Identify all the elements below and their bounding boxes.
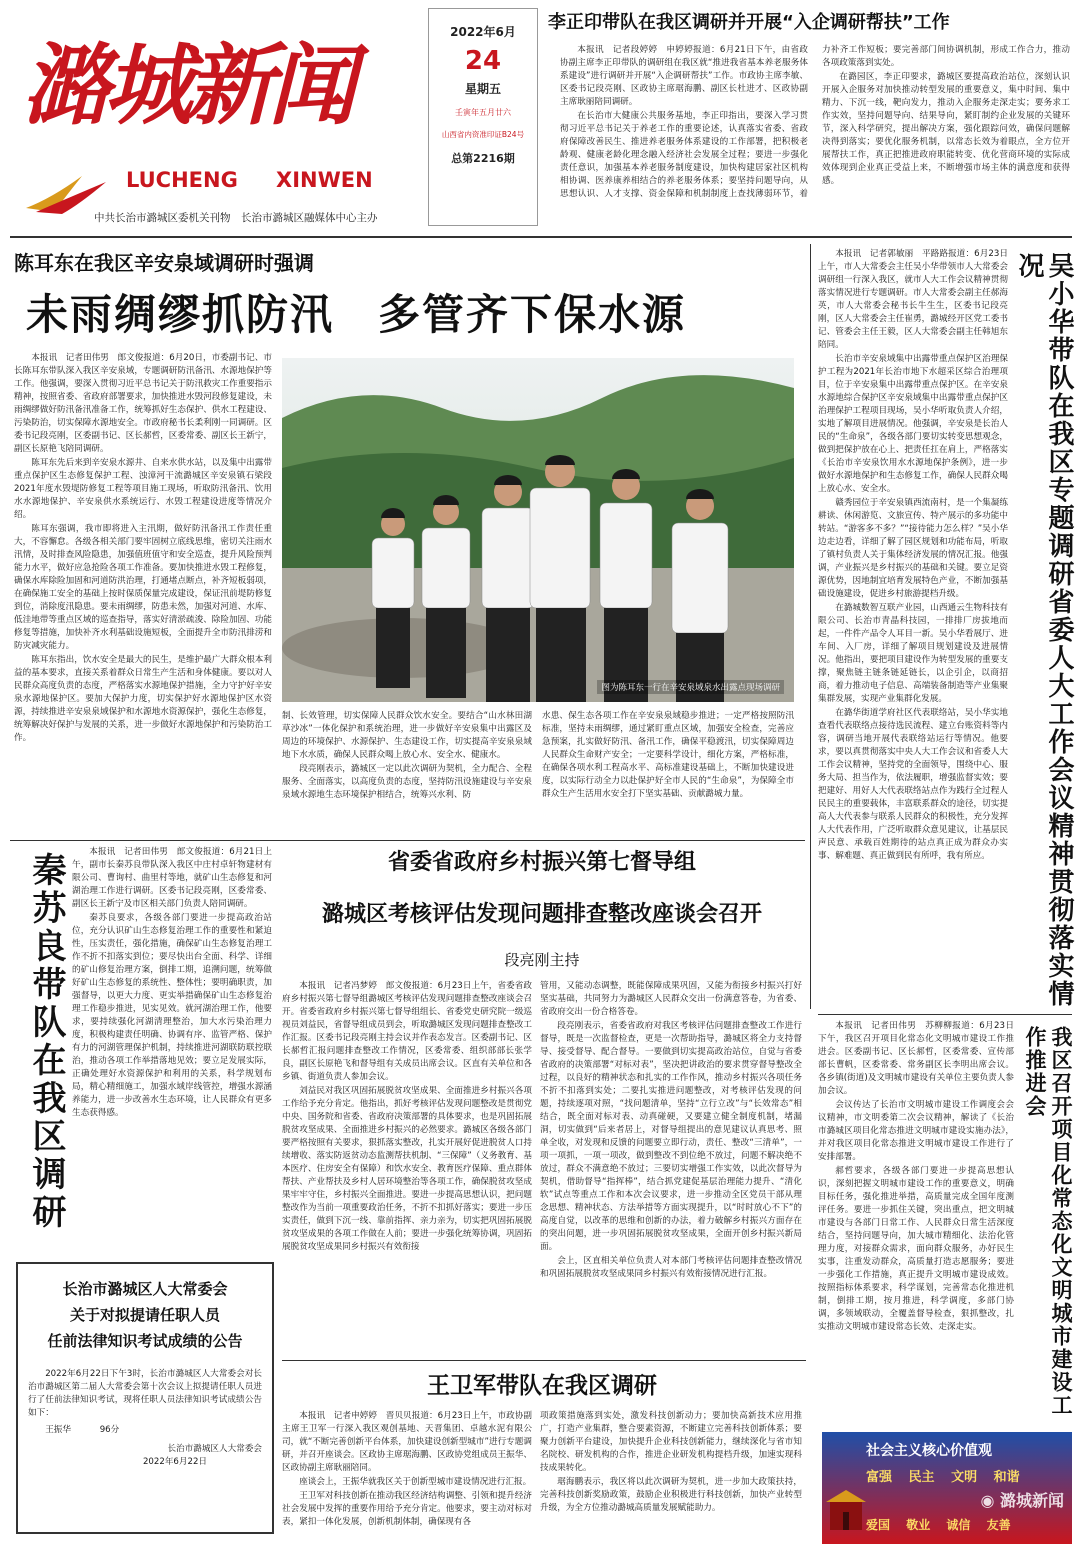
story5-c1-p2: 座谈会上，王振华就我区关于创新型城市建设情况进行汇报。 bbox=[299, 1477, 532, 1487]
masthead-pinyin-right: XINWEN bbox=[276, 168, 373, 192]
story2-title: 秦苏良带队在我区调研 bbox=[26, 852, 66, 1232]
lead-story-headline: 未雨绸缪抓防汛 多管齐下保水源 bbox=[26, 290, 687, 339]
notice-body: 2022年6月22日下午3时，长治市潞城区人大常委会对长治市潞城区第二届人大常委会第十次会议上拟提请任职人员进行了任前法律知识考试，现将任职人员法律知识考试成绩公告如下： bbox=[28, 1369, 262, 1418]
masthead-title: 潞城新闻 bbox=[22, 33, 351, 137]
story3-subhead: 段亮刚主持 bbox=[504, 951, 580, 969]
top-story-p1: 本报讯 记者段婷婷 申婷婷报道：6月21日下午，由省政协副主席李正印带队的调研组在我区就“推进我省基本养老服务体系建设”进行调研并开展“入企调研帮扶”工作。市政协主席李敏、区委书记段亮刚、区政协主席琚海鹏、副区长杜进才、区政协副主席耿丽陪同调研。 bbox=[560, 45, 808, 107]
right-story-p5: 在潞华街道学府社区代表联络站，吴小华实地查看代表联络点接待选民流程、建立台账资料等内容，调研当地开展代表联络站运行等情况。他要求，要以真贯彻落实中央人大工作会议和省委人大工作会议精神，坚持党的全面领导，围绕中心、服务大局、担当作为，依法履职，增强监督实效；要把建好、用好人大代表联络站点作为践行全过程人民民主的重要载体，丰富联系群众的途径，切实提高人大代表参与联系人民群众的积极性，充分发挥人大代表作用，广泛听取群众意见建议，让基层民声民意、承载百姓期待的站点真正成为群众办实事、解难题、真正做到民有所呼，我有所应。 bbox=[818, 708, 1008, 861]
masthead-sponsor: 中共长治市潞城区委机关刊物 长治市潞城区融媒体中心主办 bbox=[94, 212, 378, 224]
lead-story-body-c1 bbox=[282, 710, 532, 832]
story5-c2-p2: 琚海鹏表示，我区将以此次调研为契机，进一步加大政策扶持，完善科技创新奖励政策，鼓励企业积极进行科技创新，加快产业转型升级，为全方位推动潞城高质量发展赋能助力。 bbox=[540, 1477, 802, 1513]
masthead bbox=[14, 8, 424, 233]
brand-logo-icon bbox=[22, 168, 110, 216]
right-story-p4: 在潞城数智互联产业园，山西通云生物科技有限公司、长治市青晶科技园，一排排厂房拔地而起，一件件产品令人耳目一新。吴小华看展厅、进车间、入厂房，详细了解项目规划建设及进展情况。他指出，要把项目建设作为转型发展的重要支撑，聚焦链主链条链延链长，以企引企，以商招商，着力推动电子信息、高端装备制造等产业集聚集群发展，实现产业集群化发展。 bbox=[818, 603, 1008, 704]
story3-c2-p2: 段亮刚表示，省委省政府对我区考核评估问题排查整改工作进行督导，既是一次监督检查，更是一次帮助指导，潞城区将全力支持督导、接受督导、配合督导。一要做到切实提高政治站位，自觉与省委省政府的决策部署“对标对表”，坚决把讲政治的要求贯穿督导整改全过程，以良好的精神状态和扎实的工作作风，推动乡村振兴各项任务不折不扣落到实处；二要扎实推进问题整改，对考核评估发现的问题，持续逐项对照，“找问题清单，坚持“立行立改”与“长效常态”相结合，既全面对标对表、动真碰硬，又要建立健全制度机制，堵漏洞，切实做到“后来者居上，对督导组提出的意见建议认真思考、照单全收，对发现和反馈的问题要立即行动，责任、整改“三清单”，一项一项抓，一项一项改，做到整改不到位绝不放过，问题不解决绝不放过，群众不满意绝不放过；三要切实增强工作实效，以此次督导为契机，借助督导“指挥棒”，结合抓党建促基层治理能力提升、“清化软”试点等重点工作和本次会议要求，进一步推动全区党员干部从理念思想、精神状态、方法举措等方面实现提升，以“时时放心不下”的高度自觉，以改革的思维和创新的办法，着力破解乡村振兴方面存在的突出问题，进一步巩固拓展脱贫攻坚成果，全面开创乡村振兴新局面。 bbox=[540, 1021, 802, 1252]
tiananmen-icon bbox=[826, 1472, 866, 1532]
photo-scene-icon bbox=[282, 358, 794, 702]
story5-body-c1 bbox=[282, 1410, 532, 1548]
divider bbox=[810, 244, 811, 1009]
lead-story-kicker: 陈耳东在我区辛安泉域调研时强调 bbox=[14, 251, 314, 275]
story4-p3: 郝哲要求，各级各部门要进一步提高思想认识，深刻把握文明城市建设工作的重要意义，明确目标任务，强化推进举措，高质量完成全国年度测评任务。要进一步抓住关键，突出重点，把文明城市建设与各部门日常工作、人民群众日常生活深度结合，坚持问题导向，加大城市精细化、法治化管理力度，对接群众需求，面向群众服务，办好民生实事，注重发动群众，高质量打造志愿服务；要进一步强化工作措施，真正提升文明城市建设成效。按照指标体系要求，科学谋划，完善常态化推进机制，倒排工期，按月推进，科学调度，多部门协调，多领域联动，全覆盖督导检查，狠抓整改，扎实推动文明城市建设常态长效、走深走实。 bbox=[818, 1166, 1014, 1332]
banner-values-row-1 bbox=[866, 1466, 1020, 1485]
banner-values-row-2 bbox=[866, 1516, 1011, 1533]
date-issue: 总第2216期 bbox=[451, 152, 515, 165]
date-line: 2022年6月 bbox=[450, 25, 516, 39]
masthead-pinyin-left: LUCHENG bbox=[126, 168, 238, 192]
banner-value: 文明 bbox=[951, 1470, 978, 1485]
story3-c1-p1: 本报讯 记者冯梦婷 郎文俊报道：6月23日上午，省委省政府乡村振兴第七督导组潞城区考核评估发现问题排查整改座谈会召开。省委省政府乡村振兴第七督导组组长、省委党史研究院一级巡视员刘益民，省督导组成员到会，听取潞城区发现问题排查整改工作汇报。区委书记段亮刚主持会议并作表态发言。区委副书记、区长郝哲汇报问题排查整改工作情况，区委常委、组织部部长张学良，副区长原艳飞和督导组有关成员出席会议。区直有关单位和各乡镇、街道负责人参加会议。 bbox=[282, 981, 532, 1082]
story4-title: 我区召开项目化常态化文明城市建设工作推进会 bbox=[1023, 1026, 1073, 1417]
notice-date: 2022年6月22日 bbox=[142, 1457, 208, 1467]
notice-title-2: 关于对拟提请任职人员 bbox=[69, 1306, 220, 1324]
wechat-icon: ◉ bbox=[980, 1491, 1000, 1510]
top-story-headline: 李正印带队在我区调研并开展“入企调研帮扶”工作 bbox=[548, 12, 950, 33]
story3-body-c2 bbox=[540, 980, 802, 1352]
lead-story-c1-p2: 段亮刚表示，潞城区一定以此次调研为契机，全力配合、全程服务、全面落实，以高度负责的态度，坚持防汛设施建设与辛安泉泉域水源地生态环境保护相结合，统筹兴水利、防 bbox=[282, 764, 532, 800]
right-story-body bbox=[818, 248, 1008, 1004]
notice-box bbox=[16, 1262, 274, 1534]
story5-c1-p3: 王卫军对科技创新在推动我区经济结构调整、引领和提升经济社会发展中发挥的重要作用给予充分肯定。他要求，要主动对标对表，紧扣一体化发展，创新机制体制，确保现有各 bbox=[282, 1491, 532, 1527]
story4-p2: 会议传达了长治市文明城市建设工作调度会会议精神，市文明委第二次会议精神，解读了《长治市潞城区项目化常态推进文明城市建设实施办法》，并对我区项目化常态推进文明城市建设工作进行了安排部署。 bbox=[818, 1100, 1014, 1162]
story5-headline: 王卫军带队在我区调研 bbox=[427, 1373, 657, 1399]
date-cn-number: 山西省内资准印证B24号 bbox=[441, 130, 525, 139]
story3-headline-1: 省委省政府乡村振兴第七督导组 bbox=[387, 850, 696, 875]
date-lunar: 壬寅年五月廿六 bbox=[455, 108, 511, 117]
lead-story-photo bbox=[282, 358, 794, 702]
watermark bbox=[980, 1488, 1064, 1511]
photo-caption: 图为陈耳东一行在辛安泉域泉水出露点现场调研 bbox=[597, 680, 784, 694]
story5-c2-p1: 项政策措施落到实处，激发科技创新动力；要加快高新技术应用推广，打造产业集群，整合要素资源，不断建立完善科技创新体系；要聚力创新平台建设，加快提升企业科技创新能力，继续深化与省市知名院校、研发机构的合作，推进企业研发机构提档升级，加速实现科技成果转化。 bbox=[540, 1411, 802, 1473]
notice-title-3: 任前法律知识考试成绩的公告 bbox=[47, 1332, 243, 1350]
notice-score: 96分 bbox=[99, 1425, 120, 1435]
story2-p1: 本报讯 记者田伟男 郎文俊报道：6月21日上午，副市长秦苏良带队深入我区中庄村卓轩物建材有限公司、曹询村、曲里村等地，就矿山生态修复和河湖治理工作进行调研。区委书记段亮刚，区委常委、副区长王新宁及市区相关部门负责人陪同调研。 bbox=[72, 847, 272, 909]
banner-value: 爱国 bbox=[866, 1518, 891, 1532]
lead-story-p2: 陈耳东先后来到辛安泉水源井、自来水供水站，以及集中出露带重点保护区生态修复保护工程、浊漳河干流潞城区辛安泉镇石梁段2021年度水毁堤防修复工程等项目施工现场，听取防汛备汛、饮用水水源地保护、辛安泉供水系统运行、水毁工程建设进度等情况介绍。 bbox=[14, 458, 272, 520]
story5-body-c2 bbox=[540, 1410, 802, 1548]
notice-examinee-row bbox=[28, 1424, 262, 1437]
divider bbox=[818, 1014, 1072, 1015]
story4-p1: 本报讯 记者田伟男 苏柳柳报道：6月23日下午，我区召开项目化常态化文明城市建设工作推进会。区委副书记、区长郝哲，区委常委、宣传部部长曹帆，区委常委、常务副区长李明出席会议。各乡镇(街道)及文明城市建设有关单位主要负责人参加会议。 bbox=[818, 1021, 1014, 1096]
notice-issuer: 长治市潞城区人大常委会 bbox=[167, 1444, 262, 1454]
story5-c1-p1: 本报讯 记者申婷婷 晋贝贝报道：6月23日上午，市政协副主席王卫军一行深入我区观创基地、天晋集团、卓越水泥有限公司，就“不断完善创新平台体系，加快建设创新型城市”进行专题调研，并召开座谈会。区政协主席琚海鹏、区政协党组成员王振华、区政协副主席耿丽陪同。 bbox=[282, 1411, 532, 1473]
notice-title-1: 长治市潞城区人大常委会 bbox=[62, 1280, 228, 1298]
banner-value: 和谐 bbox=[993, 1470, 1020, 1485]
right-story-p2: 长治市辛安泉域集中出露带重点保护区治理保护工程为2021年长治市地下水超采区综合治理项目，位于辛安泉集中出露带重点保护区。在辛安泉水源地综合保护区辛安泉域集中出露带重点保护区治理保护工程项目现场，吴小华听取负责人介绍，实地了解项目进展情况。他强调，辛安泉是长治人民的“生命泉”，各级各部门要切实转变思想观念，做到把保护放在心上、把责任扛在肩上，严格落实《长治市辛安泉饮用水水源地保护条例》，进一步做好水源地保护和生态修复工作，确保人民群众喝上放心水、安全水。 bbox=[818, 354, 1008, 494]
lead-story-p4: 陈耳东指出，饮水安全是最大的民生，是维护最广大群众根本利益的基本要求，直接关系着群众日常生产生活和身体健康。要以对人民群众高度负责的态度，严格落实水源地保护措施，全力守护好辛安泉水源地保护区。要加大保护力度，切实保护好水源地保护区水资源，持续推进辛安泉泉域保护和水源地水资源保护，强化生态修复，统筹解决好保护与发展的关系，进一步做好水源地保护和污染防治工作。 bbox=[14, 655, 272, 743]
story3-body-c1 bbox=[282, 980, 532, 1352]
right-story-p3: 赣秀园位于辛安泉镇西流南村，是一个集凝练耕读、休闲游览、文旅宣传、特产展示的多功能中转站。“游客多不多？”“接待能力怎么样？”吴小华边走边看，详细了解了园区规划和功能布局，听取了镇村负责人关于集体经济发展的情况汇报。他强调，产业振兴是乡村振兴的基础和关键。要立足资源优势，因地制宜培育发展特色产业，不断加强基础设施建设，促进乡村旅游提档升级。 bbox=[818, 498, 1008, 599]
top-story-p3: 在潞园区，李正印要求，潞城区要提高政治站位，深刻认识开展入企服务对加快推动转型发展的重要意义，集中时间、集中精力、下沉一线，靶向发力，推动入企服务走深走实；要务求工作实效，坚持问题导向、结果导向，紧盯制约企业发展的关键环节，深入科学研究，提出解决方案，强化跟踪问效，确保问题解决得到落实；要优化服务机制，以常态长效为着眼点，全方位开展帮扶工作，真正把推进政府职能转变、优化营商环境的实际成效体现到企业真正受益上来，不断增强市场主体的满意度和获得感。 bbox=[822, 72, 1070, 186]
banner-value: 敬业 bbox=[906, 1518, 931, 1532]
right-story-p1: 本报讯 记者郭敏丽 平路路报道：6月23日上午，市人大常委会主任吴小华带领市人大常委会调研组一行深入我区，就市人大工作会议精神贯彻落实情况进行专题调研。市人大常委会副主任郝海英，市人大常委会秘书长牛生生，区委书记段亮刚，区人大常委会主任崔勇，潞城经开区党工委书记、管委会主任王毅，区人大常委会副主任韩旭东陪同。 bbox=[818, 249, 1008, 350]
core-values-banner bbox=[822, 1432, 1072, 1544]
top-story-p2: 在长治市大健康公共服务基地，李正印指出，要深入学习贯彻习近平总书记关于养老工作的重要论述，认真落实省委、省政府保障改善民生、推进养老服务体系建设的工作部署，把积极老龄观、健康老龄化理念融入经济社会发展全过程；要进一步强化责任意识，加强基本养老服务制度建设，加快构建居家社区机构相协调、医养康养相结合的养老服务体系；要坚持问题导向，从思想认识、人才支撑、资金保障和机制制度上查找薄弱环节，着力补齐工作短板；要完善部门间协调机制，形成工作合力，推动各项政策落到实处。 bbox=[560, 45, 1070, 199]
lead-story-body-c2 bbox=[542, 710, 794, 832]
story3-c2-p1: 管用，又能动态调整，既能保障成果巩固，又能为衔接乡村振兴打好坚实基础，共同努力为潞城区人民群众交出一份满意答卷，为省委、省政府交出一份合格答卷。 bbox=[540, 981, 802, 1017]
watermark-text: 潞城新闻 bbox=[999, 1491, 1064, 1510]
banner-value: 诚信 bbox=[946, 1518, 971, 1532]
lead-story-p3: 陈耳东强调，我市即将进入主汛期，做好防汛备汛工作责任重大，不容懈怠。各级各相关部门要牢固树立底线思维，密切关注雨水汛情，及时排查风险隐患，加强值班值守和安全巡查，提升风险预判能力水平，做好应急抢险各项工作准备。要加快推进水毁工程修复，确保水库除险加固和河道防洪治理，打通堵点断点，补齐短板弱项，在确保施工安全的基础上按时保质保量完成建设，保证汛前堤防修复到位，消除度汛隐患。要未雨绸缪，防患未然，加强对河道、水库、低洼地带等重点区域的巡查指导，落实好清淤疏浚、除险加固、功能修复等措施，加快补齐水利基础设施短板，全面提升全市防汛排涝和防灾减灾能力。 bbox=[14, 524, 272, 651]
story4-body bbox=[818, 1020, 1014, 1422]
story3-c2-p3: 会上，区直相关单位负责人对本部门考核评估问题排查整改情况和巩固拓展脱贫攻坚成果同乡村振兴有效衔接情况进行汇报。 bbox=[540, 1256, 802, 1279]
story2-body bbox=[72, 846, 272, 1230]
lead-story-c2-p1: 水患、保生态各项工作在辛安泉泉域稳步推进；一定严格按照防汛标准，坚持未雨绸缪，通过紧盯重点区域，加强安全检查，完善应急预案，扎实做好防汛、备汛工作，确保平稳渡汛，切实保障周边人民群众生命财产安全；一定要科学设计，细化方案，严格标准，在确保各项水利工程高水平、高标准建设基础上，不断加快建设进度，以实际行动全力以赴保护好全市人民的“生命泉”，为保障全市群众生产生活用水安全打下坚实基础、贡献潞城力量。 bbox=[542, 711, 794, 799]
banner-value: 富强 bbox=[866, 1470, 893, 1485]
story2-p2: 秦苏良要求，各级各部门要进一步提高政治站位，充分认识矿山生态修复治理工作的重要性和紧迫性，压实责任，强化措施，确保矿山生态修复治理工作不折不扣落实到位；要尽快出台全面、科学、详细的矿山修复治理方案，倒排工期，追溯问题，统筹做好矿山生态修复的系统性、整体性；要明确职责，加强督导，以更大力度、更实举措确保矿山生态修复治理工作稳步推进，见实见效。就河湖治理工作，他要求，要持续强化河湖清理整治，加大水污染治理力度，积极构建责任明确、协调有序、监管严格、保护有力的河湖管理保护机制，持续推进河湖联防联控联治，推动各项工作举措落地见效；要立足发展实际，正确处理好水资源保护和利用的关系，科学规划布局，精心精细施工，加强水域岸线管控，增强水源涵养能力，进一步改善水生态环境，让人民群众有更多生态获得感。 bbox=[72, 913, 272, 1118]
divider bbox=[282, 1360, 806, 1361]
date-weekday: 星期五 bbox=[464, 82, 501, 96]
notice-examinee: 王振华 bbox=[45, 1425, 71, 1435]
lead-story-c1-p1: 制、长效管理，切实保障人民群众饮水安全。要结合“山水林田湖草沙冰”一体化保护和系统治理，进一步做好辛安泉集中出露区及周边的环境保护、水源保护、生态建设工作，切实提高辛安泉泉域地下水水质，确保人民群众喝上放心水、安全水、健康水。 bbox=[282, 711, 532, 760]
lead-story-body-left bbox=[14, 352, 272, 832]
date-box bbox=[428, 8, 538, 226]
divider bbox=[10, 840, 805, 841]
story3-c1-p2: 刘益民对我区巩固拓展脱贫攻坚成果、全面推进乡村振兴各项工作给予充分肯定。他指出，抓好考核评估发现问题整改是贯彻党中央、国务院和省委、省政府决策部署的具体要求，也是巩固拓展脱贫攻坚成果、全面推进乡村振兴的必然要求。潞城区各级各部门要严格按照有关要求，狠抓落实整改，扎实开展好促进脱贫人口持续增收、落实防返贫动态监测帮扶机制、“三保障”（义务教育、基本医疗、住房安全有保障）和饮水安全、教育医疗保障、重点群体帮扶、产业帮扶及乡村人居环境整治等各项工作，确保脱贫攻坚成果牢牢守住，乡村振兴全面推进。要进一步提高思想认识，把问题整改作为当前一项重要政治任务，不折不扣抓好落实；要进一步压实责任，做到下沉一线、靠前指挥、亲力亲为，切实把巩固拓展脱贫攻坚成果的各项工作做在人前；要进一步强化统筹协调，巩固拓展脱贫攻坚成果同乡村振兴有效衔接 bbox=[282, 1086, 532, 1252]
banner-value: 友善 bbox=[986, 1518, 1011, 1532]
divider bbox=[10, 236, 1072, 238]
story3-headline-2: 潞城区考核评估发现问题排查整改座谈会召开 bbox=[321, 902, 762, 927]
lead-story-p1: 本报讯 记者田伟男 郎文俊报道：6月20日，市委副书记、市长陈耳东带队深入我区辛安泉域，专题调研防汛备汛、水源地保护等工作。他强调，要深入贯彻习近平总书记关于防汛救灾工作重要指示精神，按照省委、省政府部署要求，加快推进水毁河段修复建设，未雨绸缪做好防汛备汛准备工作，统筹抓好生态保护、供水工程建设、污染防治，切实保障水源地安全。市政府秘书长柔利刚一同调研。区委书记段亮刚，区委副书记、区长郝哲，区委常委、副区长王新宁，副区长原艳飞陪同调研。 bbox=[14, 353, 272, 454]
banner-title: 社会主义核心价值观 bbox=[866, 1443, 992, 1459]
date-day: 24 bbox=[464, 46, 502, 76]
top-story-body bbox=[560, 44, 1070, 230]
right-story-title: 吴小华带队在我区专题调研省委人大工作会议精神贯彻落实情况 bbox=[1014, 252, 1074, 1008]
banner-value: 民主 bbox=[908, 1470, 935, 1485]
